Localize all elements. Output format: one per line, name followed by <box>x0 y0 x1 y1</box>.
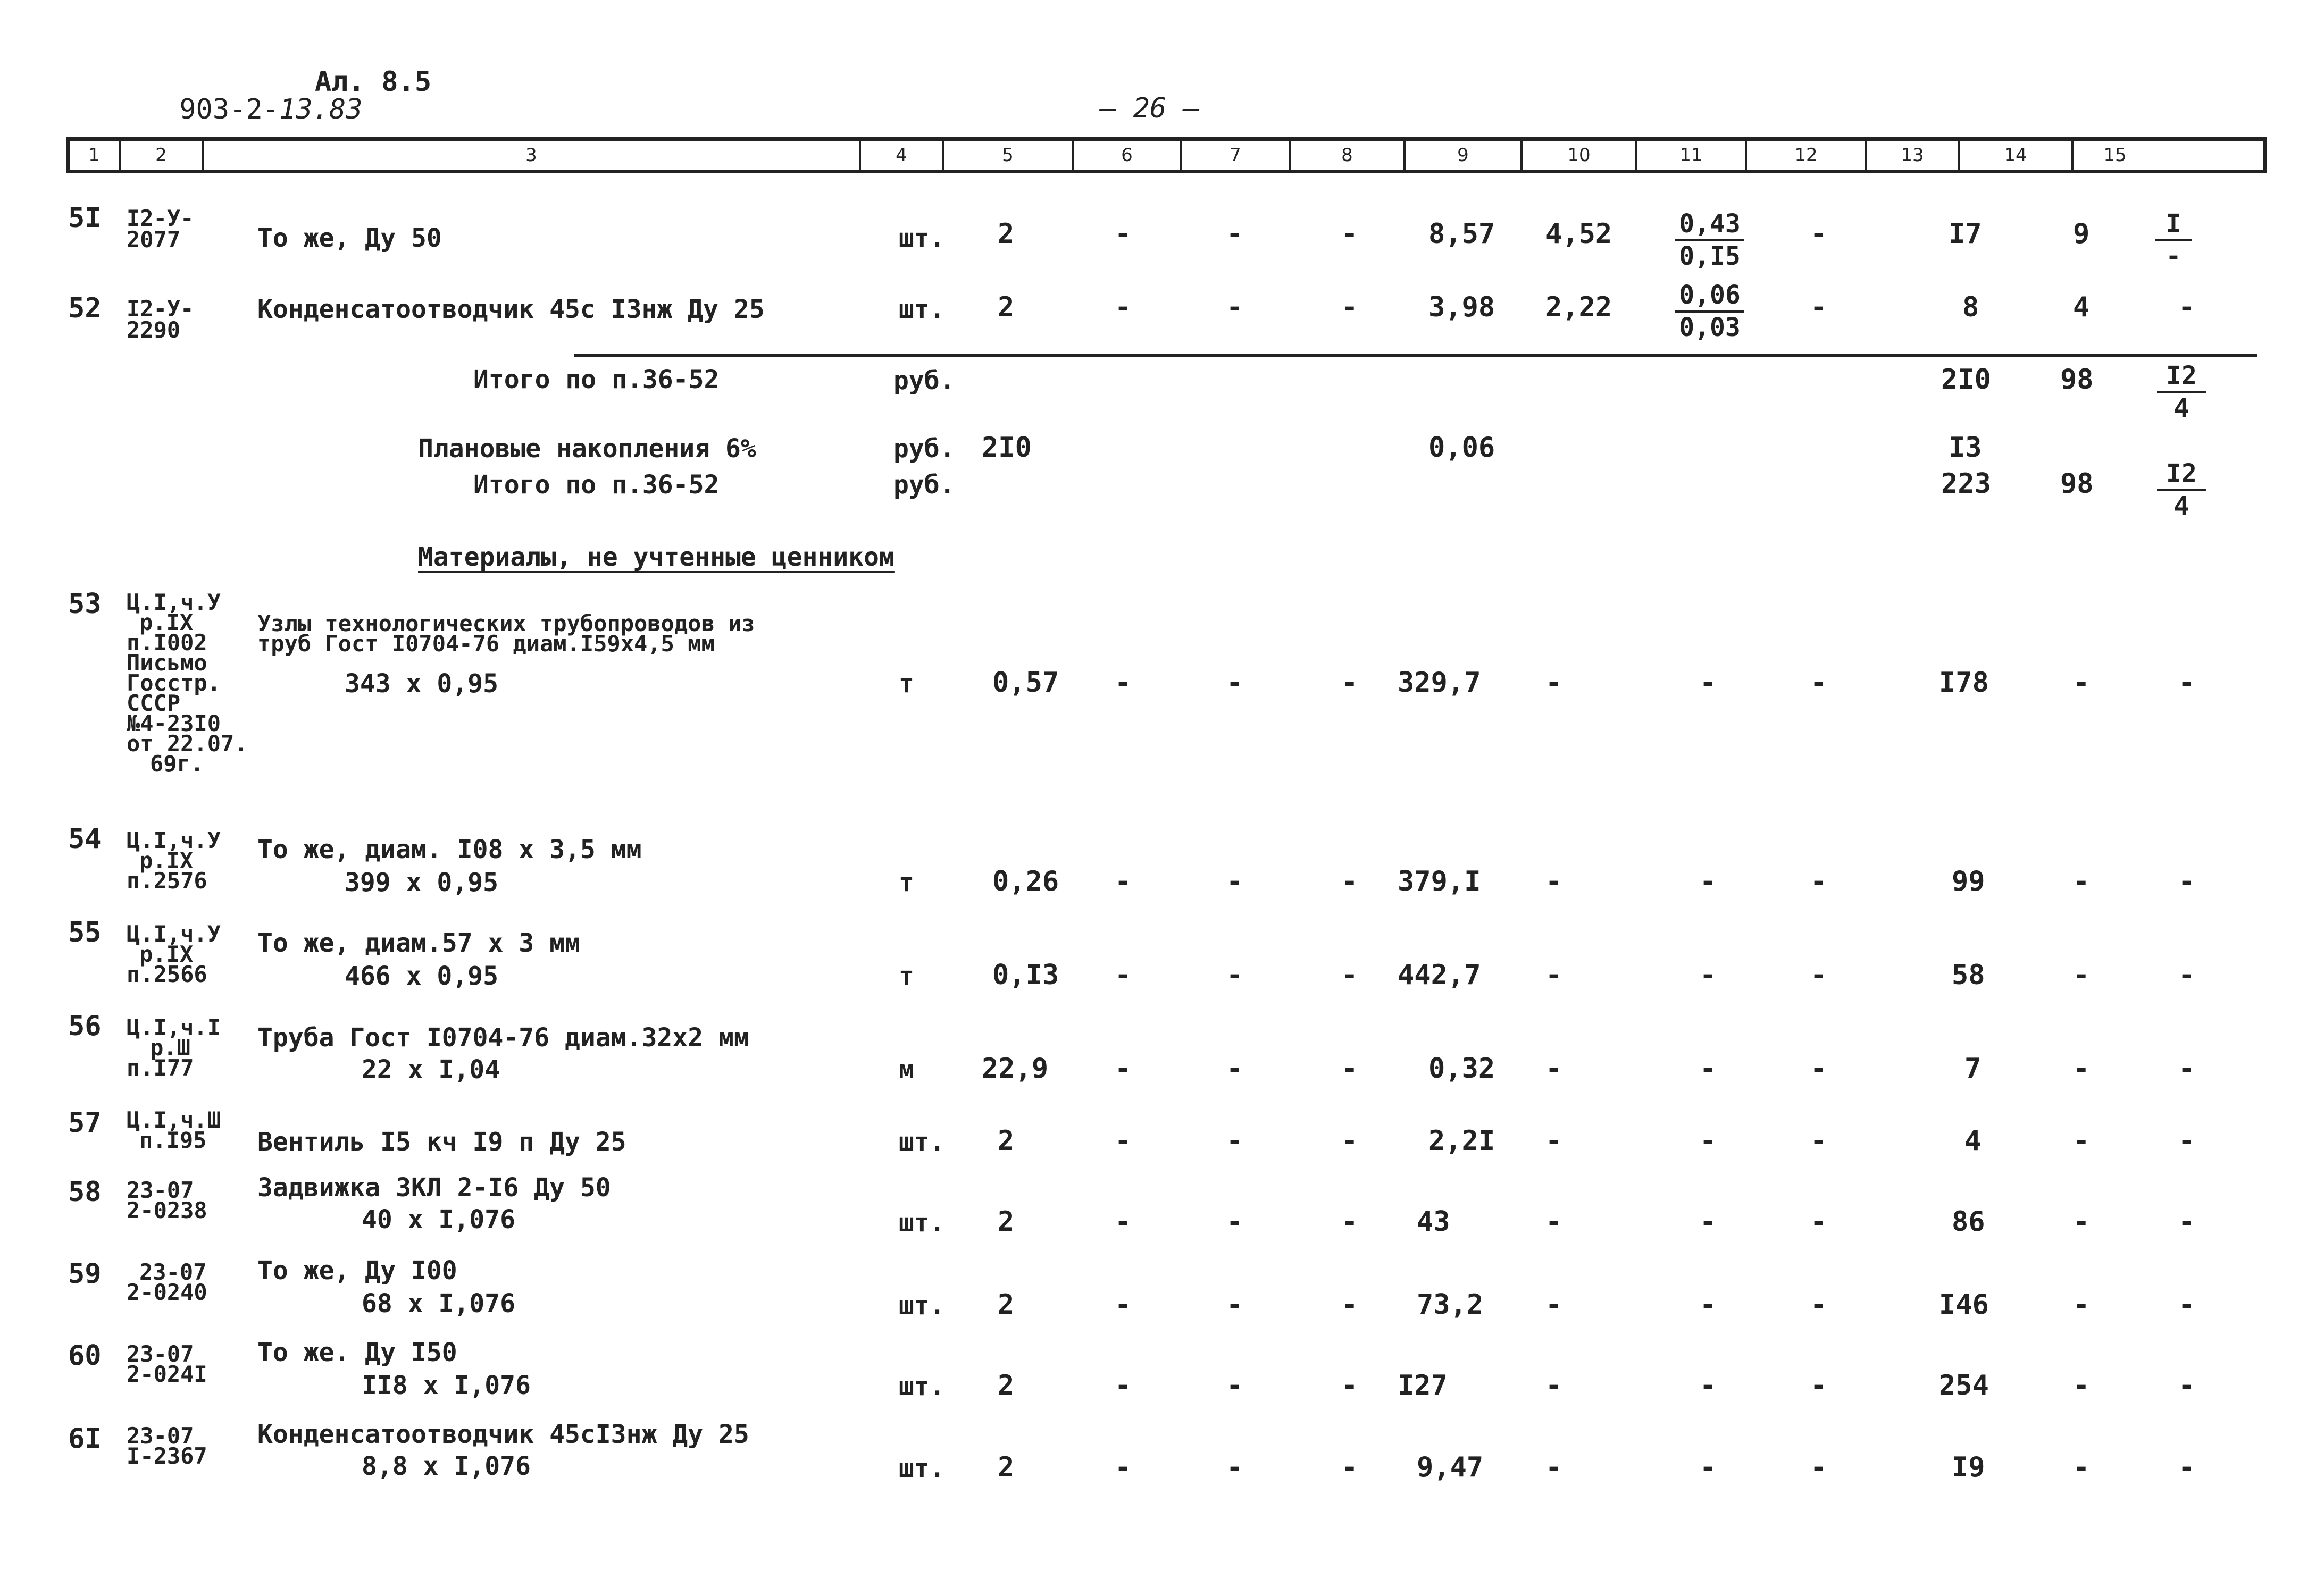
cell-c12: - <box>1810 1125 1827 1157</box>
row-number: 5I <box>68 202 102 234</box>
cell-c14: 98 <box>2060 468 2094 500</box>
row-code: 2290 <box>127 317 181 343</box>
row-name: Конденсатоотводчик 45сI3нж Ду 25 <box>257 1420 749 1449</box>
row-code: 2-0238 <box>127 1197 207 1223</box>
cell-c11-numerator: 0,06 <box>1675 281 1744 313</box>
cell-c7: - <box>1226 1125 1243 1157</box>
row-code: 69г. <box>150 751 204 777</box>
cell-c13: 7 <box>1964 1053 1982 1085</box>
cell-c10: - <box>1545 959 1562 991</box>
cell-c15: - <box>2178 1289 2195 1321</box>
row-code: I2-У- <box>127 296 194 322</box>
col-header-8: 8 <box>1291 141 1406 170</box>
cell-c5: 2 <box>998 1125 1015 1157</box>
row-quantity-formula: 40 х I,076 <box>362 1205 515 1235</box>
row-code: п.I77 <box>127 1055 194 1081</box>
section-divider <box>574 354 2257 357</box>
cell-c12: - <box>1810 1206 1827 1238</box>
cell-c12: - <box>1810 218 1827 250</box>
cell-c14: - <box>2073 1206 2090 1238</box>
cell-c6: - <box>1115 291 1132 323</box>
row-quantity-formula: 68 х I,076 <box>362 1289 515 1319</box>
cell-c11: - <box>1700 1451 1717 1483</box>
cell-c11: - <box>1700 1053 1717 1085</box>
cell-c8: - <box>1341 667 1358 699</box>
row-code: 23-07 <box>127 1177 194 1203</box>
cell-c14: - <box>2073 1125 2090 1157</box>
cell-c5: 0,I3 <box>992 959 1059 991</box>
row-number: 60 <box>68 1340 102 1372</box>
cell-c6: - <box>1115 1206 1132 1238</box>
row-code: п.I002 <box>127 629 207 656</box>
cell-c9: 9,47 <box>1417 1451 1484 1483</box>
row-number: 59 <box>68 1258 102 1290</box>
cell-c9: 43 <box>1417 1206 1450 1238</box>
summary-label: Итого по п.36-52 <box>473 365 720 394</box>
cell-c11-fraction <box>1675 281 1744 343</box>
cell-c13: 99 <box>1952 866 1985 897</box>
row-code: р.IX <box>139 941 194 967</box>
cell-c12: - <box>1810 866 1827 897</box>
row-code: Ц.I,ч.У <box>127 827 221 853</box>
row-code: 2-0240 <box>127 1279 207 1305</box>
row-unit: т <box>899 868 914 897</box>
cell-c5: 2 <box>998 218 1015 250</box>
row-name: Задвижка ЗКЛ 2-I6 Ду 50 <box>257 1173 611 1203</box>
row-number: 58 <box>68 1176 102 1208</box>
cell-c6: - <box>1115 1053 1132 1085</box>
cell-c15: - <box>2178 1451 2195 1483</box>
row-unit: м <box>899 1055 914 1085</box>
col-header-7: 7 <box>1182 141 1291 170</box>
row-code: 23-07 <box>127 1341 194 1367</box>
cell-c11: - <box>1700 1125 1717 1157</box>
column-header-row <box>66 137 2267 173</box>
row-name: Труба Гост I0704-76 диам.32х2 мм <box>257 1023 749 1053</box>
cell-c14: - <box>2073 1370 2090 1401</box>
summary-unit: руб. <box>893 470 955 500</box>
cell-c15: - <box>2178 291 2195 323</box>
cell-c15-denominator: 4 <box>2173 491 2189 522</box>
cell-c15-fraction <box>2157 362 2206 424</box>
cell-c8: - <box>1341 1125 1358 1157</box>
cell-c5: 2 <box>998 291 1015 323</box>
cell-c8: - <box>1341 218 1358 250</box>
row-code: п.I95 <box>139 1127 207 1153</box>
row-number: 53 <box>68 588 102 620</box>
row-unit: шт. <box>899 1291 945 1321</box>
cell-c5: 0,26 <box>992 866 1059 897</box>
row-unit: шт. <box>899 1127 945 1157</box>
cell-c13: I46 <box>1939 1289 1989 1321</box>
cell-c7: - <box>1226 1289 1243 1321</box>
row-quantity-formula: 8,8 х I,076 <box>362 1451 531 1481</box>
cell-c7: - <box>1226 1451 1243 1483</box>
cell-c15-denominator: 4 <box>2173 393 2189 424</box>
cell-c11: - <box>1700 1206 1717 1238</box>
cell-c8: - <box>1341 866 1358 897</box>
cell-c15: - <box>2178 1053 2195 1085</box>
row-quantity-formula: II8 х I,076 <box>362 1371 531 1400</box>
cell-c6: - <box>1115 1370 1132 1401</box>
cell-c13: 86 <box>1952 1206 1985 1238</box>
cell-c12: - <box>1810 291 1827 323</box>
row-name: То же, Ду I00 <box>257 1256 457 1286</box>
row-unit: шт. <box>899 1372 945 1401</box>
row-name: Конденсатоотводчик 45с I3нж Ду 25 <box>257 295 765 324</box>
cell-c13: 2I0 <box>1941 364 1991 396</box>
cell-c15: - <box>2178 866 2195 897</box>
row-code: 23-07 <box>127 1423 194 1449</box>
col-header-3: 3 <box>204 141 861 170</box>
cell-c5: 2 <box>998 1289 1015 1321</box>
cell-c11-numerator: 0,43 <box>1675 209 1744 241</box>
col-header-2: 2 <box>121 141 204 170</box>
cell-c10: - <box>1545 667 1562 699</box>
section-title: Материалы, не учтенные ценником <box>418 542 895 572</box>
cell-c9: 3,98 <box>1428 291 1495 323</box>
cell-c14: - <box>2073 866 2090 897</box>
cell-c5: 2 <box>998 1206 1015 1238</box>
cell-c7: - <box>1226 1370 1243 1401</box>
col-header-13: 13 <box>1867 141 1960 170</box>
cell-c5: 2 <box>998 1451 1015 1483</box>
cell-c7: - <box>1226 291 1243 323</box>
cell-c11: - <box>1700 959 1717 991</box>
row-quantity-formula: 343 х 0,95 <box>345 669 498 699</box>
cell-c10: - <box>1545 1370 1562 1401</box>
cell-c10: - <box>1545 1206 1562 1238</box>
cell-c6: - <box>1115 866 1132 897</box>
row-number: 52 <box>68 292 102 324</box>
row-name: Узлы технологических трубопроводов из <box>257 610 755 636</box>
cell-c11-denominator: 0,03 <box>1679 313 1741 343</box>
row-code: от 22.07. <box>127 731 248 757</box>
row-code: 23-07 <box>139 1259 207 1285</box>
cell-c10: - <box>1545 1053 1562 1085</box>
cell-c12: - <box>1810 1370 1827 1401</box>
row-unit: шт. <box>899 223 945 253</box>
row-name: труб Гост I0704-76 диам.I59х4,5 мм <box>257 631 715 657</box>
row-quantity-formula: 22 х I,04 <box>362 1055 500 1085</box>
cell-c14: - <box>2073 1053 2090 1085</box>
cell-c15: - <box>2178 667 2195 699</box>
row-number: 57 <box>68 1107 102 1139</box>
cell-c11-denominator: 0,I5 <box>1679 241 1741 272</box>
cell-c9: 2,2I <box>1428 1125 1495 1157</box>
row-code: Ц.I,ч.I <box>127 1014 221 1040</box>
col-header-4: 4 <box>861 141 944 170</box>
col-header-9: 9 <box>1406 141 1523 170</box>
cell-c5: 2I0 <box>982 432 1032 464</box>
cell-c13: 4 <box>1964 1125 1982 1157</box>
row-code: I2-У- <box>127 205 194 231</box>
cell-c15-fraction <box>2157 459 2206 522</box>
cell-c15-denominator: - <box>2166 241 2181 272</box>
cell-c8: - <box>1341 291 1358 323</box>
cell-c7: - <box>1226 218 1243 250</box>
cell-c13: 58 <box>1952 959 1985 991</box>
row-code: Ц.I,ч.Ш <box>127 1107 221 1133</box>
cell-c7: - <box>1226 959 1243 991</box>
row-code: р.IX <box>139 847 194 874</box>
cell-c12: - <box>1810 1053 1827 1085</box>
cell-c14: - <box>2073 959 2090 991</box>
album-number: Ал. 8.5 <box>315 66 432 98</box>
row-unit: т <box>899 669 914 699</box>
row-name: То же. Ду I50 <box>257 1338 457 1367</box>
cell-c14: 4 <box>2073 291 2090 323</box>
cell-c13: I78 <box>1939 667 1989 699</box>
cell-c5: 2 <box>998 1370 1015 1401</box>
cell-c9: 8,57 <box>1428 218 1495 250</box>
row-code: №4-23I0 <box>127 710 221 736</box>
cell-c10: - <box>1545 1125 1562 1157</box>
row-code: I-2367 <box>127 1443 207 1469</box>
cell-c13: I3 <box>1949 432 1982 464</box>
row-code: СССР <box>127 690 181 716</box>
row-number: 55 <box>68 917 102 948</box>
row-code: 2-024I <box>127 1361 207 1387</box>
cell-c13: I9 <box>1952 1451 1985 1483</box>
cell-c6: - <box>1115 218 1132 250</box>
doc-code: 903-2-13.83 <box>179 94 363 125</box>
col-header-15: 15 <box>2103 145 2127 166</box>
row-quantity-formula: 466 х 0,95 <box>345 961 498 991</box>
cell-c9: 379,I <box>1398 866 1481 897</box>
cell-c10: - <box>1545 1289 1562 1321</box>
cell-c15: - <box>2178 959 2195 991</box>
row-code: Ц.I,ч.У <box>127 921 221 947</box>
cell-c15-numerator: I <box>2155 209 2192 241</box>
cell-c11-fraction <box>1675 209 1744 272</box>
row-unit: шт. <box>899 295 945 324</box>
row-unit: шт. <box>899 1208 945 1238</box>
row-unit: т <box>899 961 914 991</box>
cell-c10: - <box>1545 1451 1562 1483</box>
row-code: р.IX <box>139 609 194 635</box>
summary-label: Плановые накопления 6% <box>418 434 756 464</box>
cell-c6: - <box>1115 1125 1132 1157</box>
cell-c8: - <box>1341 959 1358 991</box>
cell-c14: 98 <box>2060 364 2094 396</box>
cell-c15: - <box>2178 1370 2195 1401</box>
row-code: Ц.I,ч.У <box>127 589 221 615</box>
cell-c12: - <box>1810 1451 1827 1483</box>
cell-c14: - <box>2073 667 2090 699</box>
cell-c10: 4,52 <box>1545 218 1612 250</box>
cell-c7: - <box>1226 1206 1243 1238</box>
cell-c15-numerator: I2 <box>2157 362 2206 393</box>
cell-c5: 22,9 <box>982 1053 1049 1085</box>
col-header-5: 5 <box>944 141 1074 170</box>
row-name: Вентиль I5 кч I9 п Ду 25 <box>257 1127 626 1157</box>
cell-c8: - <box>1341 1206 1358 1238</box>
cell-c6: - <box>1115 1451 1132 1483</box>
cell-c9: 329,7 <box>1398 667 1481 699</box>
row-code: Госстр. <box>127 670 221 696</box>
cell-c13: 223 <box>1941 468 1991 500</box>
cell-c15-fraction <box>2155 209 2192 272</box>
cell-c8: - <box>1341 1451 1358 1483</box>
cell-c11: - <box>1700 1370 1717 1401</box>
cell-c7: - <box>1226 866 1243 897</box>
summary-unit: руб. <box>893 366 955 396</box>
cell-c6: - <box>1115 1289 1132 1321</box>
cell-c13: 254 <box>1939 1370 1989 1401</box>
cell-c15: - <box>2178 1206 2195 1238</box>
cell-c14: - <box>2073 1451 2090 1483</box>
cell-c11: - <box>1700 866 1717 897</box>
col-header-12: 12 <box>1747 141 1867 170</box>
col-header-11: 11 <box>1637 141 1747 170</box>
cell-c13: 8 <box>1962 291 1979 323</box>
cell-c8: - <box>1341 1289 1358 1321</box>
cell-c14: - <box>2073 1289 2090 1321</box>
cell-c14: 9 <box>2073 218 2090 250</box>
page-number: — 26 — <box>1100 93 1200 124</box>
row-name: То же, диам.57 х 3 мм <box>257 928 580 958</box>
cell-c11: - <box>1700 1289 1717 1321</box>
row-name: То же, диам. I08 х 3,5 мм <box>257 835 642 864</box>
cell-c10: 2,22 <box>1545 291 1612 323</box>
cell-c11: - <box>1700 667 1717 699</box>
row-unit: шт. <box>899 1454 945 1483</box>
summary-unit: руб. <box>893 434 955 464</box>
cell-c9: 0,06 <box>1428 432 1495 464</box>
cell-c7: - <box>1226 667 1243 699</box>
cell-c9: 442,7 <box>1398 959 1481 991</box>
row-number: 6I <box>68 1423 102 1455</box>
row-name: То же, Ду 50 <box>257 223 442 253</box>
row-code: п.2576 <box>127 868 207 894</box>
cell-c7: - <box>1226 1053 1243 1085</box>
cell-c8: - <box>1341 1053 1358 1085</box>
col-header-1: 1 <box>70 141 121 170</box>
cell-c5: 0,57 <box>992 667 1059 699</box>
cell-c15: - <box>2178 1125 2195 1157</box>
cell-c12: - <box>1810 959 1827 991</box>
row-code: Письмо <box>127 650 207 676</box>
cell-c15-numerator: I2 <box>2157 459 2206 491</box>
row-number: 54 <box>68 823 102 855</box>
row-code: п.2566 <box>127 961 207 987</box>
cell-c10: - <box>1545 866 1562 897</box>
cell-c6: - <box>1115 667 1132 699</box>
col-header-6: 6 <box>1074 141 1182 170</box>
cell-c12: - <box>1810 667 1827 699</box>
row-code: р.Ш <box>150 1035 190 1061</box>
cell-c9: I27 <box>1398 1370 1448 1401</box>
summary-label: Итого по п.36-52 <box>473 470 720 500</box>
row-quantity-formula: 399 х 0,95 <box>345 868 498 897</box>
cell-c12: - <box>1810 1289 1827 1321</box>
col-header-10: 10 <box>1523 141 1637 170</box>
cell-c8: - <box>1341 1370 1358 1401</box>
row-code: 2077 <box>127 226 181 253</box>
row-number: 56 <box>68 1010 102 1042</box>
cell-c13: I7 <box>1949 218 1982 250</box>
cell-c9: 0,32 <box>1428 1053 1495 1085</box>
col-header-14: 14 <box>1960 141 2074 170</box>
cell-c6: - <box>1115 959 1132 991</box>
cell-c9: 73,2 <box>1417 1289 1484 1321</box>
